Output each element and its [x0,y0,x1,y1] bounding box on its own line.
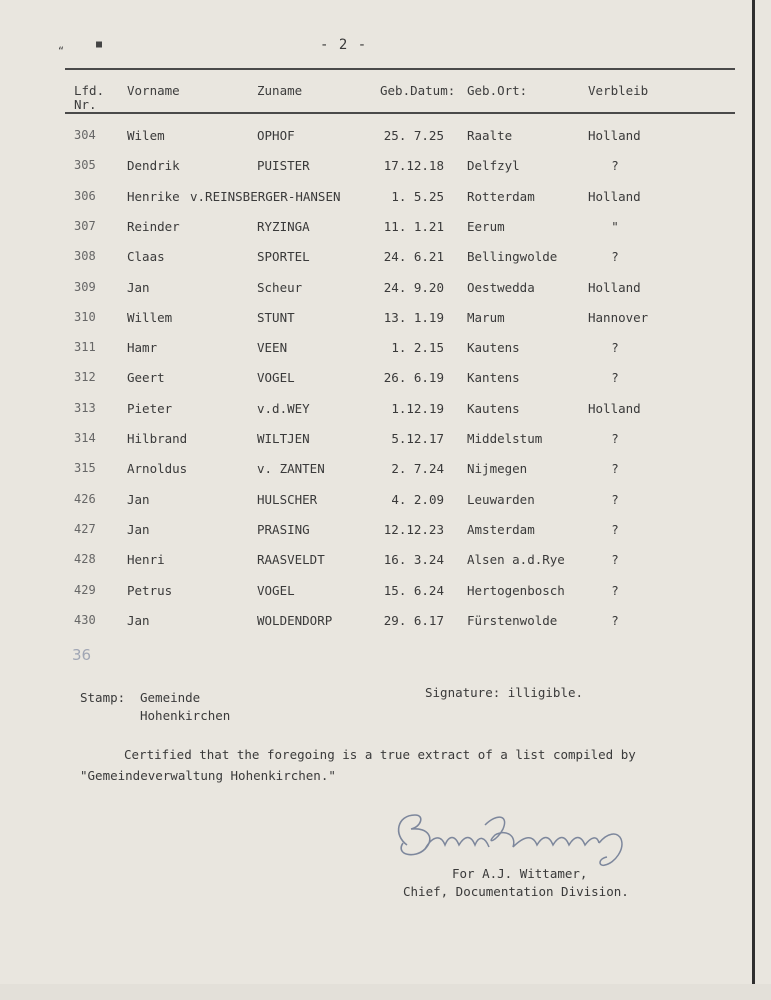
row-geb-ort: Delfzyl [467,158,520,173]
row-vorname: Geert [127,370,165,385]
row-number: 306 [74,189,96,203]
row-zuname: v. ZANTEN [257,461,325,476]
punch-mark-dot: ■ [96,39,103,50]
row-verbleib: " [611,219,619,234]
row-geb-datum: 29. 6.17 [383,613,444,628]
row-number: 308 [74,249,96,263]
row-verbleib: ? [611,340,619,355]
row-geb-ort: Alsen a.d.Rye [467,552,565,567]
row-geb-datum: 11. 1.21 [383,219,444,234]
row-number: 304 [74,128,96,142]
row-geb-datum: 24. 9.20 [383,280,444,295]
row-vorname: Reinder [127,219,180,234]
row-zuname: VEEN [257,340,288,355]
signatory-line-1: For A.J. Wittamer, [452,866,588,881]
header-verbleib: Verbleib [588,83,649,98]
page-edge-shadow [752,0,755,1000]
row-zuname: OPHOF [257,128,295,143]
row-vorname: Arnoldus [127,461,188,476]
row-verbleib: ? [611,431,619,446]
row-geb-datum: 24. 6.21 [383,249,444,264]
row-verbleib: ? [611,492,619,507]
row-number: 311 [74,340,96,354]
row-geb-ort: Middelstum [467,431,543,446]
row-zuname: v.d.WEY [257,401,310,416]
row-geb-ort: Raalte [467,128,513,143]
stamp-line-1: Gemeinde [140,690,201,705]
row-verbleib: Holland [588,401,641,416]
row-verbleib: ? [611,370,619,385]
row-geb-datum: 4. 2.09 [391,492,444,507]
row-vorname: Henri [127,552,165,567]
row-zuname: WILTJEN [257,431,310,446]
row-geb-ort: Oestwedda [467,280,535,295]
row-verbleib: ? [611,461,619,476]
row-vorname: Hamr [127,340,158,355]
header-bottom-rule [65,112,735,114]
row-zuname: VOGEL [257,370,295,385]
row-geb-ort: Kautens [467,401,520,416]
certification-line-2: "Gemeindeverwaltung Hohenkirchen." [80,768,336,783]
row-number: 426 [74,492,96,506]
row-vorname: Pieter [127,401,173,416]
row-verbleib: ? [611,522,619,537]
row-zuname: v.REINSBERGER-HANSEN [190,189,341,204]
row-geb-datum: 1. 5.25 [391,189,444,204]
header-geb-datum: Geb.Datum: [380,83,456,98]
row-number: 427 [74,522,96,536]
row-zuname: RAASVELDT [257,552,325,567]
row-geb-ort: Leuwarden [467,492,535,507]
certification-line-1: Certified that the foregoing is a true extract of a list compiled by [124,747,636,762]
row-zuname: PUISTER [257,158,310,173]
row-geb-ort: Kautens [467,340,520,355]
header-zuname: Zuname [257,83,303,98]
row-geb-ort: Kantens [467,370,520,385]
row-number: 307 [74,219,96,233]
row-number: 315 [74,461,96,475]
row-geb-ort: Bellingwolde [467,249,558,264]
row-verbleib: ? [611,249,619,264]
header-vorname: Vorname [127,83,180,98]
row-verbleib: ? [611,158,619,173]
row-vorname: Claas [127,249,165,264]
row-geb-datum: 16. 3.24 [383,552,444,567]
row-verbleib: Holland [588,128,641,143]
row-number: 429 [74,583,96,597]
row-zuname: SPORTEL [257,249,310,264]
row-verbleib: Holland [588,189,641,204]
header-top-rule [65,68,735,70]
row-zuname: Scheur [257,280,303,295]
row-number: 313 [74,401,96,415]
page-bottom-margin [0,984,771,1000]
pencil-annotation: 36 [72,646,92,664]
row-geb-ort: Amsterdam [467,522,535,537]
row-vorname: Dendrik [127,158,180,173]
row-geb-datum: 12.12.23 [383,522,444,537]
row-vorname: Henrike [127,189,180,204]
row-geb-datum: 13. 1.19 [383,310,444,325]
handwritten-signature [385,805,635,875]
row-geb-ort: Fürstenwolde [467,613,558,628]
row-zuname: STUNT [257,310,295,325]
row-geb-ort: Marum [467,310,505,325]
row-number: 430 [74,613,96,627]
row-geb-ort: Nijmegen [467,461,528,476]
row-verbleib: ? [611,613,619,628]
row-verbleib: ? [611,583,619,598]
row-vorname: Hilbrand [127,431,188,446]
row-vorname: Petrus [127,583,173,598]
row-vorname: Jan [127,280,150,295]
row-geb-datum: 1. 2.15 [391,340,444,355]
row-number: 428 [74,552,96,566]
row-vorname: Willem [127,310,173,325]
header-lfd: Lfd. [74,83,105,98]
row-geb-datum: 15. 6.24 [383,583,444,598]
row-geb-datum: 5.12.17 [391,431,444,446]
row-zuname: PRASING [257,522,310,537]
row-vorname: Jan [127,522,150,537]
row-geb-datum: 1.12.19 [391,401,444,416]
signature-note: Signature: illigible. [425,685,584,700]
stamp-line-2: Hohenkirchen [140,708,231,723]
row-verbleib: ? [611,552,619,567]
row-geb-datum: 17.12.18 [383,158,444,173]
row-vorname: Wilem [127,128,165,143]
row-vorname: Jan [127,613,150,628]
row-zuname: VOGEL [257,583,295,598]
punch-mark-tick: “ [58,46,65,57]
row-zuname: WOLDENDORP [257,613,333,628]
header-nr: Nr. [74,97,97,112]
row-number: 305 [74,158,96,172]
row-zuname: HULSCHER [257,492,318,507]
row-geb-datum: 26. 6.19 [383,370,444,385]
row-number: 310 [74,310,96,324]
row-verbleib: Holland [588,280,641,295]
stamp-label: Stamp: [80,690,126,705]
page-number: - 2 - [320,37,368,53]
row-geb-datum: 25. 7.25 [383,128,444,143]
header-geb-ort: Geb.Ort: [467,83,528,98]
signatory-line-2: Chief, Documentation Division. [403,884,629,899]
row-geb-ort: Rotterdam [467,189,535,204]
row-geb-ort: Eerum [467,219,505,234]
row-number: 312 [74,370,96,384]
row-number: 314 [74,431,96,445]
row-verbleib: Hannover [588,310,649,325]
row-number: 309 [74,280,96,294]
row-geb-datum: 2. 7.24 [391,461,444,476]
row-geb-ort: Hertogenbosch [467,583,565,598]
row-zuname: RYZINGA [257,219,310,234]
row-vorname: Jan [127,492,150,507]
